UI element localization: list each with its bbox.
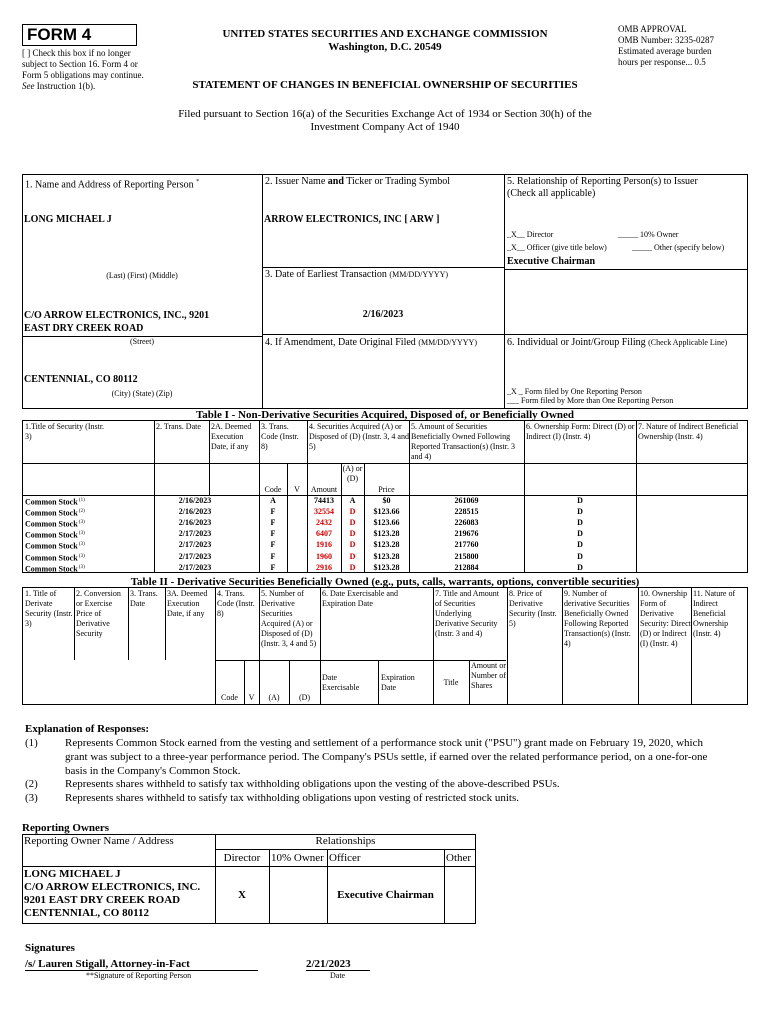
t2-sub-d: (D) bbox=[298, 693, 311, 702]
cell-amount: 2432 bbox=[316, 518, 332, 528]
relationship-officer-title: Executive Chairman bbox=[507, 256, 596, 267]
t1-h-date: 2. Trans. Date bbox=[156, 422, 201, 431]
relationship-director: _X__ Director bbox=[507, 230, 554, 239]
t1-sub-v: V bbox=[294, 485, 300, 494]
label-relationship-1: 5. Relationship of Reporting Person(s) to Issuer bbox=[507, 176, 698, 187]
relationship-ten-pct: _____ 10% Owner bbox=[618, 230, 679, 239]
omb-block bbox=[618, 24, 768, 68]
t2-h-conversion: 2. Conversion or Exercise Price of Derivative Security bbox=[76, 589, 121, 638]
filing-one-person: _X _ Form filed by One Reporting Person bbox=[507, 387, 642, 396]
address-line-1: C/O ARROW ELECTRONICS, INC., 9201 bbox=[24, 310, 210, 321]
cell-amount: 32554 bbox=[314, 507, 334, 517]
owner-name-3: 9201 EAST DRY CREEK ROAD bbox=[24, 894, 181, 906]
t1-h-acquired: 4. Securities Acquired (A) or Disposed of (D) (Instr. 3, 4 and 5) bbox=[309, 422, 409, 451]
cell-owned: 261069 bbox=[454, 496, 479, 505]
omb-line-2: OMB Number: 3235-0287 bbox=[618, 35, 714, 45]
agency-address: Washington, D.C. 20549 bbox=[328, 41, 442, 53]
owners-col-name: Reporting Owner Name / Address bbox=[24, 835, 174, 847]
statement-title: STATEMENT OF CHANGES IN BENEFICIAL OWNERSHIP OF SECURITIES bbox=[192, 79, 578, 91]
table-row bbox=[23, 539, 747, 550]
cell-price: $0 bbox=[382, 496, 391, 505]
t2-sub-expiration: Expiration Date bbox=[381, 673, 415, 692]
cell-form: D bbox=[577, 507, 583, 517]
t2-sub-title: Title bbox=[443, 678, 459, 687]
t2-h-deemed: 3A. Deemed Execution Date, if any bbox=[167, 589, 208, 618]
filing-multiple: ___ Form filed by More than One Reporting Person bbox=[507, 396, 674, 405]
cell-owned: 212884 bbox=[454, 562, 479, 572]
label-amendment-fmt: (MM/DD/YYYY) bbox=[418, 338, 477, 347]
owner-name-block bbox=[24, 868, 214, 920]
cell-title: Common Stock $^{(2)}$ bbox=[25, 508, 85, 518]
label-issuer-b: Ticker or Trading Symbol bbox=[346, 176, 451, 187]
cell-price: $123.66 bbox=[373, 507, 400, 517]
cell-code: F bbox=[270, 518, 276, 528]
t2-sub-a: (A) bbox=[268, 693, 280, 702]
owner-name-4: CENTENNIAL, CO 80112 bbox=[24, 907, 149, 919]
cell-title: Common Stock $^{(3)}$ bbox=[25, 553, 85, 563]
label-amendment bbox=[265, 337, 505, 349]
cell-title: Common Stock $^{(1)}$ bbox=[25, 497, 85, 507]
cell-code: F bbox=[270, 551, 276, 561]
cell-date: 2/17/2023 bbox=[178, 529, 212, 539]
cell-date: 2/17/2023 bbox=[178, 540, 212, 550]
checkbox-see: See bbox=[22, 81, 35, 91]
form-title: FORM 4 bbox=[22, 24, 137, 46]
owner-director-mark: X bbox=[238, 889, 246, 901]
cell-ad: D bbox=[349, 551, 356, 561]
t1-h-form: 6. Ownership Form: Direct (D) or Indirect (I) (Instr. 4) bbox=[526, 422, 635, 441]
fn1-num: (1) bbox=[25, 737, 38, 749]
footnote-ref: (2) bbox=[77, 509, 85, 515]
table-row bbox=[23, 528, 747, 539]
cell-form: D bbox=[577, 540, 583, 550]
cell-date: 2/16/2023 bbox=[178, 507, 212, 517]
t2-h-exercisable: 6. Date Exercisable and Expiration Date bbox=[322, 589, 398, 608]
owner-officer-title: Executive Chairman bbox=[337, 889, 434, 901]
reporting-person-name: LONG MICHAEL J bbox=[24, 214, 112, 225]
cell-form: D bbox=[577, 562, 583, 572]
omb-line-4: hours per response... 0.5 bbox=[618, 57, 706, 67]
label-issuer-a: 2. Issuer Name bbox=[265, 176, 326, 187]
checkbox-note bbox=[22, 48, 150, 92]
cell-amount: 1960 bbox=[316, 551, 332, 561]
checkbox-instr: Instruction 1(b). bbox=[36, 81, 96, 91]
cell-ad: D bbox=[349, 507, 356, 517]
label-filing bbox=[507, 337, 747, 349]
t2-h-form: 10. Ownership Form of Derivative Security: Direct (D) or Indirect (I) (Instr. 4) bbox=[640, 589, 691, 648]
cell-owned: 219676 bbox=[454, 529, 479, 539]
street-sublabel: (Street) bbox=[130, 337, 154, 346]
name-sublabel: (Last) (First) (Middle) bbox=[106, 271, 178, 280]
table-row bbox=[23, 506, 747, 517]
cell-owned: 228515 bbox=[454, 507, 479, 517]
table-row bbox=[23, 562, 747, 573]
label-relationship bbox=[507, 176, 747, 200]
table1-title: Table I - Non-Derivative Securities Acquired, Disposed of, or Beneficially Owned bbox=[195, 409, 575, 421]
cell-date: 2/17/2023 bbox=[178, 562, 212, 572]
cell-owned: 215800 bbox=[454, 551, 479, 561]
agency-name: UNITED STATES SECURITIES AND EXCHANGE COMMISSION bbox=[222, 28, 548, 40]
fn1-line3: basis in the Company's Common Stock. bbox=[65, 765, 241, 777]
omb-line-3: Estimated average burden bbox=[618, 46, 712, 56]
issuer-name: ARROW ELECTRONICS, INC [ ARW ] bbox=[264, 214, 440, 225]
cell-price: $123.28 bbox=[373, 540, 400, 550]
owner-name-1: LONG MICHAEL J bbox=[24, 868, 121, 880]
cell-title: Common Stock $^{(3)}$ bbox=[25, 530, 85, 540]
footnote-ref: (1) bbox=[77, 498, 85, 503]
cell-form: D bbox=[577, 518, 583, 528]
owners-col-director: Director bbox=[223, 852, 261, 864]
owners-col-officer: Officer bbox=[329, 852, 361, 864]
footnote-ref: (3) bbox=[77, 531, 85, 537]
cell-form: D bbox=[577, 551, 583, 561]
label-issuer bbox=[265, 176, 500, 188]
t1-h-code: 3. Trans. Code (Instr. 8) bbox=[261, 422, 299, 451]
fn2-num: (2) bbox=[25, 778, 38, 790]
label-name-address-mark: * bbox=[196, 179, 200, 185]
fn3-line1: Represents shares withheld to satisfy tax withholding obligations upon vesting of restricted stock units. bbox=[65, 792, 519, 804]
filed-pursuant-1: Filed pursuant to Section 16(a) of the Securities Exchange Act of 1934 or Section 30(h) of the bbox=[178, 108, 592, 120]
cell-form: D bbox=[577, 529, 583, 539]
owners-col-relationships: Relationships bbox=[315, 835, 376, 847]
cell-code: F bbox=[270, 507, 276, 517]
table2-title: Table II - Derivative Securities Beneficially Owned (e.g., puts, calls, warrants, options, convertible securities) bbox=[130, 576, 640, 588]
t1-sub-code: Code bbox=[264, 485, 282, 494]
owners-col-other: Other bbox=[446, 852, 472, 864]
cell-owned: 226083 bbox=[454, 518, 479, 528]
t1-h-title: 1.Title of Security (Instr. 3) bbox=[25, 422, 105, 441]
relationship-officer: _X__ Officer (give title below) bbox=[507, 243, 607, 252]
signature-date: 2/21/2023 bbox=[306, 958, 351, 970]
filed-pursuant-2: Investment Company Act of 1940 bbox=[310, 121, 460, 133]
cell-title: Common Stock $^{(3)}$ bbox=[25, 542, 85, 552]
label-issuer-and: and bbox=[327, 176, 344, 187]
t2-sub-code: Code bbox=[221, 693, 238, 702]
cell-amount: 1916 bbox=[316, 540, 332, 550]
t1-sub-amount: Amount bbox=[310, 485, 338, 494]
earliest-date: 2/16/2023 bbox=[362, 309, 404, 320]
cell-code: F bbox=[270, 540, 276, 550]
t2-h-number: 5. Number of Derivative Securities Acquired (A) or Disposed of (D) (Instr. 3, 4 and 5) bbox=[261, 589, 317, 648]
signature-name: /s/ Lauren Stigall, Attorney-in-Fact bbox=[25, 958, 190, 970]
relationship-other: _____ Other (specify below) bbox=[632, 243, 725, 252]
signatures-heading: Signatures bbox=[25, 942, 75, 954]
city-sublabel: (City) (State) (Zip) bbox=[111, 389, 173, 398]
footnote-ref: (3) bbox=[77, 520, 85, 526]
footnote-ref: (3) bbox=[77, 564, 85, 570]
t2-sub-exercisable: Date Exercisable bbox=[322, 673, 360, 692]
cell-ad: A bbox=[349, 496, 356, 505]
address-line-2: EAST DRY CREEK ROAD bbox=[24, 323, 144, 334]
t2-sub-v: V bbox=[248, 693, 255, 702]
fn1-line2: grant was subject to a three-year performance period. The Company's PSUs settle, if earned over the related performance period, on a one-for-one bbox=[65, 751, 708, 763]
signature-date-label: Date bbox=[330, 971, 346, 980]
label-earliest-date-fmt: (MM/DD/YYYY) bbox=[389, 270, 449, 279]
t2-h-title: 1. Title of Derivate Security (Instr. 3) bbox=[25, 589, 73, 628]
cell-ad: D bbox=[349, 529, 356, 539]
cell-code: A bbox=[270, 496, 276, 505]
footnote-ref: (3) bbox=[77, 553, 85, 559]
t1-h-nature: 7. Nature of Indirect Beneficial Ownership (Instr. 4) bbox=[638, 422, 739, 441]
t2-h-code: 4. Trans. Code (Instr. 8) bbox=[217, 589, 255, 618]
cell-title: Common Stock $^{(3)}$ bbox=[25, 564, 85, 574]
checkbox-note-text: [ ] Check this box if no longer subject to Section 16. Form 4 or Form 5 obligations may continue. bbox=[22, 48, 144, 80]
signature-label: **Signature of Reporting Person bbox=[86, 971, 192, 980]
t2-h-date: 3. Trans. Date bbox=[130, 589, 158, 608]
cell-price: $123.28 bbox=[373, 562, 400, 572]
fn1-line1: Represents Common Stock earned from the vesting and settlement of a performance stock unit ("PSU") grant made on February 19, 2020, which bbox=[65, 737, 703, 749]
t1-h-owned: 5. Amount of Securities Beneficially Owned Following Reported Transaction(s) (Instr. 3 and 4) bbox=[411, 422, 515, 461]
t2-h-nature: 11. Nature of Indirect Beneficial Ownership (Instr. 4) bbox=[693, 589, 736, 638]
owners-heading: Reporting Owners bbox=[22, 822, 110, 834]
fn3-num: (3) bbox=[25, 792, 38, 804]
label-filing-sub: (Check Applicable Line) bbox=[648, 338, 728, 347]
omb-line-1: OMB APPROVAL bbox=[618, 24, 687, 34]
city-state-zip: CENTENNIAL, CO 80112 bbox=[24, 374, 138, 385]
cell-code: F bbox=[270, 529, 276, 539]
t2-h-underlying: 7. Title and Amount of Securities Underlying Derivative Security (Instr. 3 and 4) bbox=[435, 589, 500, 638]
table-row bbox=[23, 517, 747, 528]
t1-h-deemed: 2A. Deemed Execution Date, if any bbox=[211, 422, 252, 451]
cell-form: D bbox=[577, 496, 583, 505]
owners-col-ten-pct: 10% Owner bbox=[271, 852, 324, 864]
label-name-address-text: 1. Name and Address of Reporting Person bbox=[25, 179, 194, 191]
cell-ad: D bbox=[349, 518, 356, 528]
cell-price: $123.66 bbox=[373, 518, 400, 528]
cell-price: $123.28 bbox=[373, 551, 400, 561]
cell-date: 2/17/2023 bbox=[178, 551, 212, 561]
table-row bbox=[23, 551, 747, 562]
footnote-ref: (3) bbox=[77, 542, 85, 548]
cell-ad: D bbox=[349, 562, 356, 572]
cell-ad: D bbox=[349, 540, 356, 550]
t1-sub-price: Price bbox=[378, 485, 395, 494]
cell-date: 2/16/2023 bbox=[178, 496, 212, 505]
table-row bbox=[23, 495, 747, 506]
label-relationship-2: (Check all applicable) bbox=[507, 188, 596, 199]
cell-title: Common Stock $^{(3)}$ bbox=[25, 519, 85, 529]
label-amendment-text: 4. If Amendment, Date Original Filed bbox=[265, 337, 416, 348]
explanation-heading: Explanation of Responses: bbox=[25, 723, 150, 735]
label-earliest-date bbox=[265, 269, 500, 281]
cell-amount: 74413 bbox=[314, 496, 334, 505]
label-earliest-date-text: 3. Date of Earliest Transaction bbox=[265, 269, 387, 280]
t1-sub-aord: (A) or (D) bbox=[342, 464, 363, 483]
cell-code: F bbox=[270, 562, 276, 572]
t2-h-owned: 9. Number of derivative Securities Beneficially Owned Following Reported Transaction(s) (Instr. 4) bbox=[564, 589, 631, 648]
label-name-address bbox=[25, 176, 255, 191]
cell-date: 2/16/2023 bbox=[178, 518, 212, 528]
cell-price: $123.28 bbox=[373, 529, 400, 539]
cell-amount: 6407 bbox=[316, 529, 332, 539]
label-filing-text: 6. Individual or Joint/Group Filing bbox=[507, 337, 646, 348]
t2-sub-amount: Amount or Number of Shares bbox=[471, 661, 506, 690]
owner-name-2: C/O ARROW ELECTRONICS, INC. bbox=[24, 881, 201, 893]
cell-owned: 217760 bbox=[454, 540, 479, 550]
t2-h-price: 8. Price of Derivative Security (Instr. 5) bbox=[509, 589, 557, 628]
fn2-line1: Represents shares withheld to satisfy tax withholding obligations upon the vesting of the above-described PSUs. bbox=[65, 778, 560, 790]
cell-amount: 2916 bbox=[316, 562, 332, 572]
